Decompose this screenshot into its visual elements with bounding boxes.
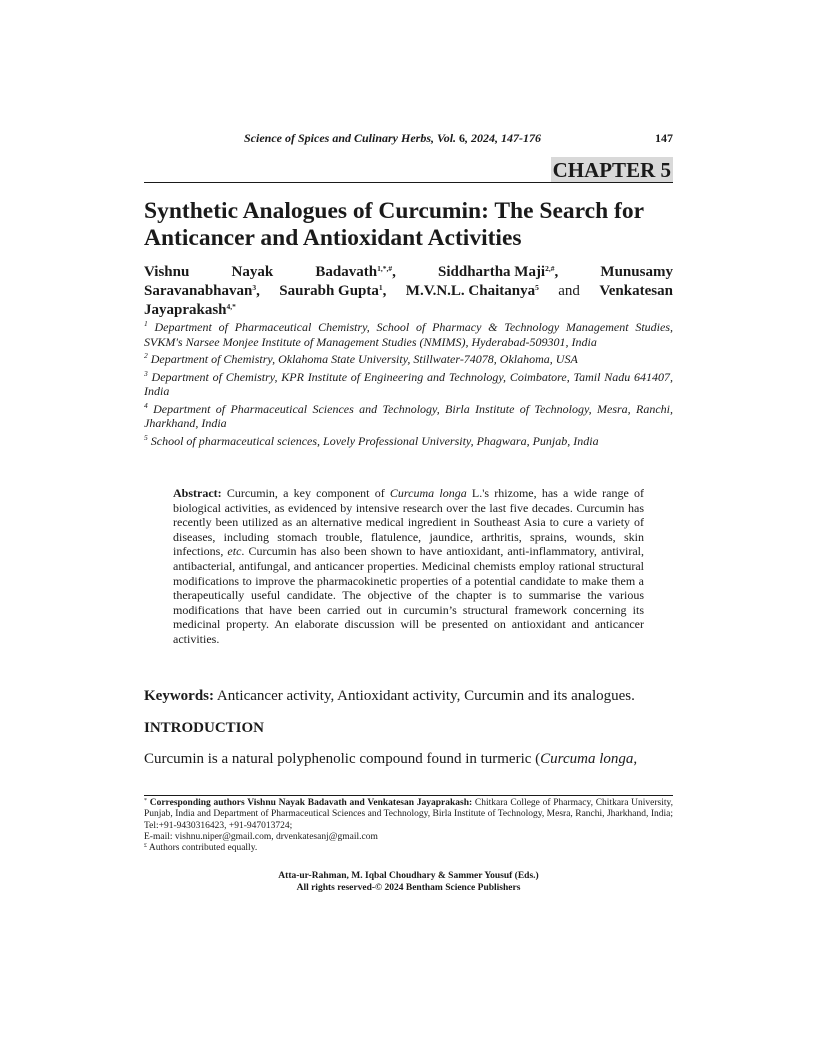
email-footnote: E-mail: vishnu.niper@gmail.com, drvenkatesanj@gmail.com bbox=[144, 831, 378, 842]
author-name: M.V.N.L. Chaitanya$^5$ bbox=[405, 283, 539, 299]
abstract: Abstract: Curcumin, a key component of Curcuma longa L.'s rhizome, has a wide range of biological activities, as evidenced by intensive research over the last five decades. Curcumin has recently been utilized as an alternative medical ingredient in Southeast Asia to cure a variety of diseases, including stomach trouble, flatulence, jaundice, arthritis, sprains, wounds, skin infections, etc. Curcumin has also been shown to have antioxidant, anti-inflammatory, antiviral, antibacterial, antifungal, and anticancer properties. Medicinal chemists employ rational structural modifications to improve the pharmacokinetic properties of a potential candidate to make them a therapeutically useful candidate. The objective of the chapter is to summarise the various modifications that have been carried out in curcumin’s structural framework concerning its medicinal property. An elaborate discussion will be presented on antioxidant and anticancer activities. bbox=[173, 486, 644, 646]
author-conjunction: and bbox=[558, 283, 580, 299]
author-line-2 bbox=[144, 282, 673, 301]
page-number: 147 bbox=[655, 131, 673, 145]
affiliation: $^4$ Department of Pharmaceutical Sciences and Technology, Birla Institute of Technology, Mesra, Ranchi, Jharkhand, India bbox=[144, 400, 674, 430]
section-heading-introduction: INTRODUCTION bbox=[144, 720, 265, 736]
author-list bbox=[144, 263, 673, 320]
chapter-title: Synthetic Analogues of Curcumin: The Search for Anticancer and Antioxidant Activities bbox=[144, 198, 644, 251]
author-name: Venkatesan bbox=[599, 283, 673, 299]
footnotes bbox=[144, 798, 673, 854]
editors-copyright bbox=[144, 870, 673, 894]
affiliation: $^5$ School of pharmaceutical sciences, Lovely Professional University, Phagwara, Punjab, India bbox=[144, 432, 599, 448]
affiliation: $^3$ Department of Chemistry, KPR Institute of Engineering and Technology, Coimbatore, Tamil Nadu 641407, India bbox=[144, 368, 674, 398]
author-name: Siddhartha Maji$^{2,\#}$, bbox=[438, 264, 559, 280]
journal-citation: Science of Spices and Culinary Herbs, Vol. 6, 2024, 147-176 bbox=[244, 131, 542, 145]
author-name: Badavath$^{1,*,\#}$, bbox=[315, 264, 396, 280]
corresponding-author-footnote: * Corresponding authors Vishnu Nayak Badavath and Venkatesan Jayaprakash: Chitkara College of Pharmacy, Chitkara University, Punjab, India and Department of Pharmaceutical Sciences and Technology, Birla Institute of Technology, Mesra, Ranchi, Jharkhand, India; Tel:+91-9430316423, +91-947013724; bbox=[144, 798, 674, 831]
running-head bbox=[144, 131, 673, 149]
author-name: Munusamy bbox=[600, 264, 673, 280]
introduction-paragraph: Curcumin is a natural polyphenolic compound found in turmeric (Curcuma longa, bbox=[144, 751, 638, 767]
author-name: Saurabh Gupta$^1$, bbox=[279, 283, 387, 299]
keywords: Keywords: Anticancer activity, Antioxidant activity, Curcumin and its analogues. bbox=[144, 688, 635, 704]
affiliation: $^2$ Department of Chemistry, Oklahoma State University, Stillwater-74078, Oklahoma, USA bbox=[144, 351, 578, 366]
chapter-divider bbox=[144, 182, 673, 183]
abstract-label: Abstract: bbox=[173, 486, 222, 500]
author-word: Vishnu bbox=[144, 264, 190, 280]
chapter-label: CHAPTER 5 bbox=[552, 158, 671, 182]
author-name: Saravanabhavan$^3$, bbox=[144, 283, 260, 299]
editors-line: Atta-ur-Rahman, M. Iqbal Choudhary & Sammer Yousuf (Eds.) bbox=[278, 871, 539, 881]
author-name: Jayaprakash$^{4,*}$ bbox=[144, 302, 236, 318]
author-line-3 bbox=[144, 301, 673, 320]
author-word: Nayak bbox=[231, 264, 274, 280]
copyright-line: All rights reserved-© 2024 Bentham Science Publishers bbox=[296, 883, 521, 893]
footnote-divider bbox=[144, 795, 673, 796]
affiliation: $^1$ Department of Pharmaceutical Chemistry, School of Pharmacy & Technology Management Studies, SVKM's Narsee Monjee Institute of Management Studies (NMIMS), Hyderabad-509301, India bbox=[144, 319, 673, 349]
affiliation-list bbox=[144, 320, 673, 451]
author-line-1 bbox=[144, 263, 673, 282]
equal-contribution-footnote: £ Authors contributed equally. bbox=[144, 843, 258, 854]
keywords-label: Keywords: bbox=[144, 688, 214, 704]
